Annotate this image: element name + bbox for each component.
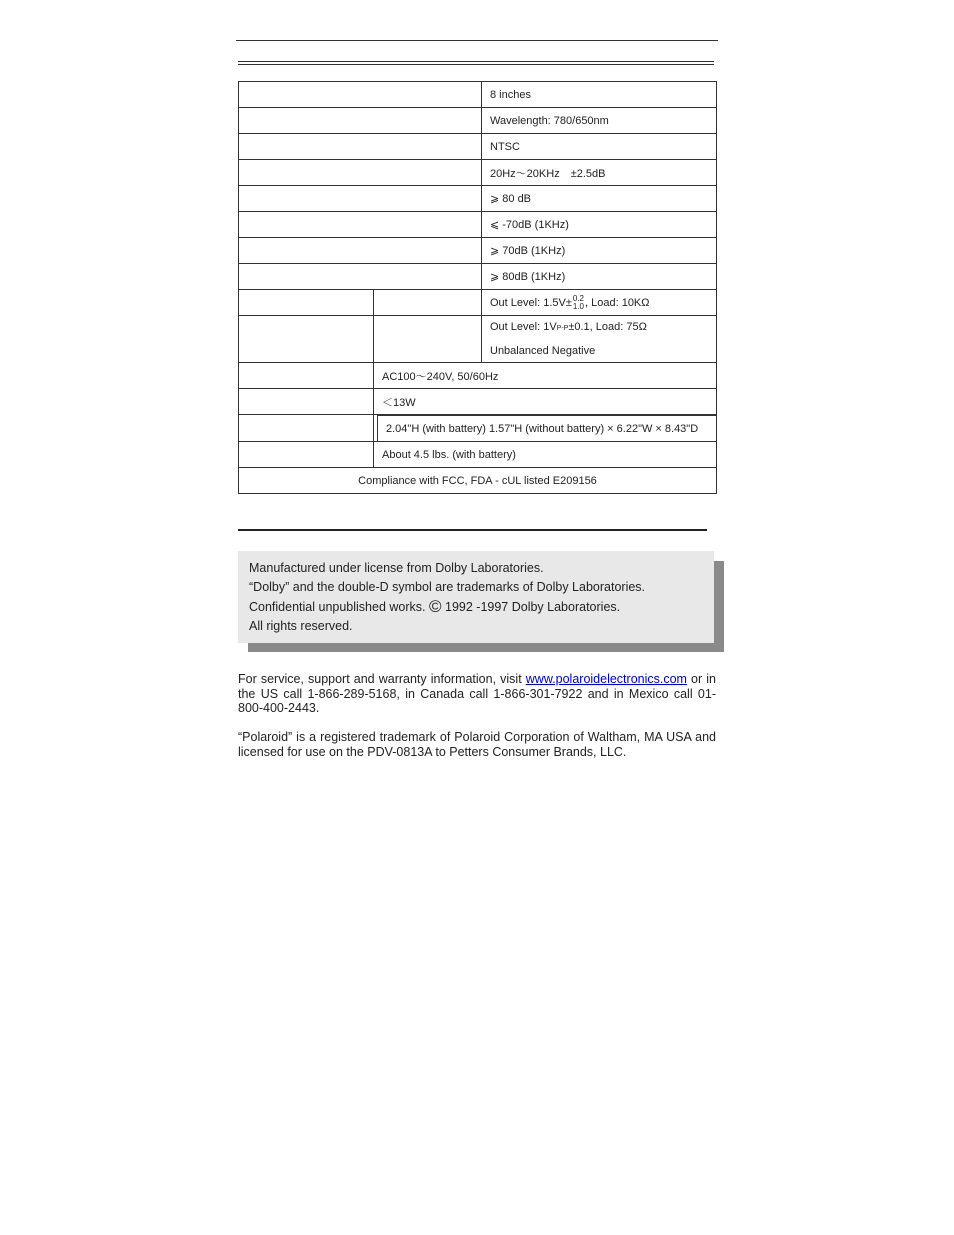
spec-row-compliance [239,468,717,494]
audio-out-prefix: Out Level: 1.5V± [490,296,572,309]
section-double-rule [238,61,714,65]
spec-value-weight: About 4.5 lbs. (with battery) [374,442,717,468]
dolby-notice [238,551,714,643]
dolby-line-4: All rights reserved. [249,619,353,633]
spec-value: ⩾ 80 dB [482,186,717,212]
spec-value-power-supply: AC100～240V, 50/60Hz [374,363,717,389]
spec-value: Wavelength: 780/650nm [482,108,717,134]
spec-value: NTSC [482,134,717,160]
spec-row-weight [239,442,717,468]
spec-value: 20Hz～20KHz ±2.5dB [482,160,717,186]
spec-value-video-out [482,316,717,363]
spec-row [239,264,717,290]
spec-label-cell [239,316,374,363]
spec-label-cell [239,389,374,415]
spec-row [239,134,717,160]
spec-label-cell [239,290,374,316]
tolerance-stack [573,295,584,311]
video-out-line2: Unbalanced Negative [490,345,596,357]
spec-value: 8 inches [482,82,717,108]
service-text-before: For service, support and warranty information, visit [238,672,526,686]
spec-label-cell [239,108,482,134]
video-out-sub: P-P [556,325,569,332]
copyright-icon: © [428,597,442,616]
spec-row-video-out [239,316,717,363]
header-rule [236,40,718,41]
spec-label-cell [239,238,482,264]
spec-label-cell [239,186,482,212]
spec-label-cell [239,442,374,468]
audio-out-suffix: , Load: 10KΩ [585,296,650,309]
spec-value: ⩾ 80dB (1KHz) [482,264,717,290]
spec-row-power-supply [239,363,717,389]
section-rule [238,529,707,531]
spec-value: ⩽ -70dB (1KHz) [482,212,717,238]
dolby-line-3-prefix: Confidential unpublished works. [249,600,426,614]
spec-row [239,212,717,238]
service-paragraph [238,672,716,716]
spec-row [239,108,717,134]
spec-value-dimensions: 2.04"H (with battery) 1.57"H (without battery) × 6.22"W × 8.43"D [377,415,716,441]
spec-value-power-consumption: ＜13W [374,389,717,415]
dolby-line-1: Manufactured under license from Dolby Laboratories. [249,561,544,575]
tolerance-sub: 1.0 [572,301,584,311]
spec-label-cell [239,264,482,290]
spec-row [239,160,717,186]
spec-label-cell [239,160,482,186]
spec-row [239,186,717,212]
spec-label-cell [239,415,374,442]
spec-label-cell [239,363,374,389]
polaroid-electronics-link[interactable]: www.polaroidelectronics.com [525,672,687,686]
video-out-prefix: Out Level: 1V [490,321,557,333]
spec-value-dimensions-cell [374,415,717,442]
spec-value-compliance: Compliance with FCC, FDA - cUL listed E209156 [239,468,717,494]
spec-row-power-consumption [239,389,717,415]
spec-label-cell [239,82,482,108]
spec-label-cell [239,134,482,160]
trademark-paragraph: “Polaroid” is a registered trademark of Polaroid Corporation of Waltham, MA USA and licensed for use on the PDV-0813A to Petters Consumer Brands, LLC. [238,730,716,759]
tolerance-sup: 0.2 [572,293,584,303]
spec-row [239,238,717,264]
spec-label-cell [239,212,482,238]
spec-value-audio-out [482,290,717,316]
dolby-line-3 [249,597,703,617]
spec-row-dimensions [239,415,717,442]
spec-row [239,82,717,108]
video-out-suffix: ±0.1, Load: 75Ω [568,321,647,333]
specifications-table [238,81,717,494]
service-text-after: or in the US call 1-866-289-5168, in Canada call 1-866-301-7922 and in Mexico call 01-800-400-2443. [238,672,716,715]
dolby-line-2: “Dolby” and the double-D symbol are trademarks of Dolby Laboratories. [249,580,646,594]
spec-value: ⩾ 70dB (1KHz) [482,238,717,264]
spec-sublabel-cell [374,316,482,363]
dolby-line-3-suffix: 1992 -1997 Dolby Laboratories. [445,600,621,614]
spec-row-audio-out [239,290,717,316]
spec-sublabel-cell [374,290,482,316]
